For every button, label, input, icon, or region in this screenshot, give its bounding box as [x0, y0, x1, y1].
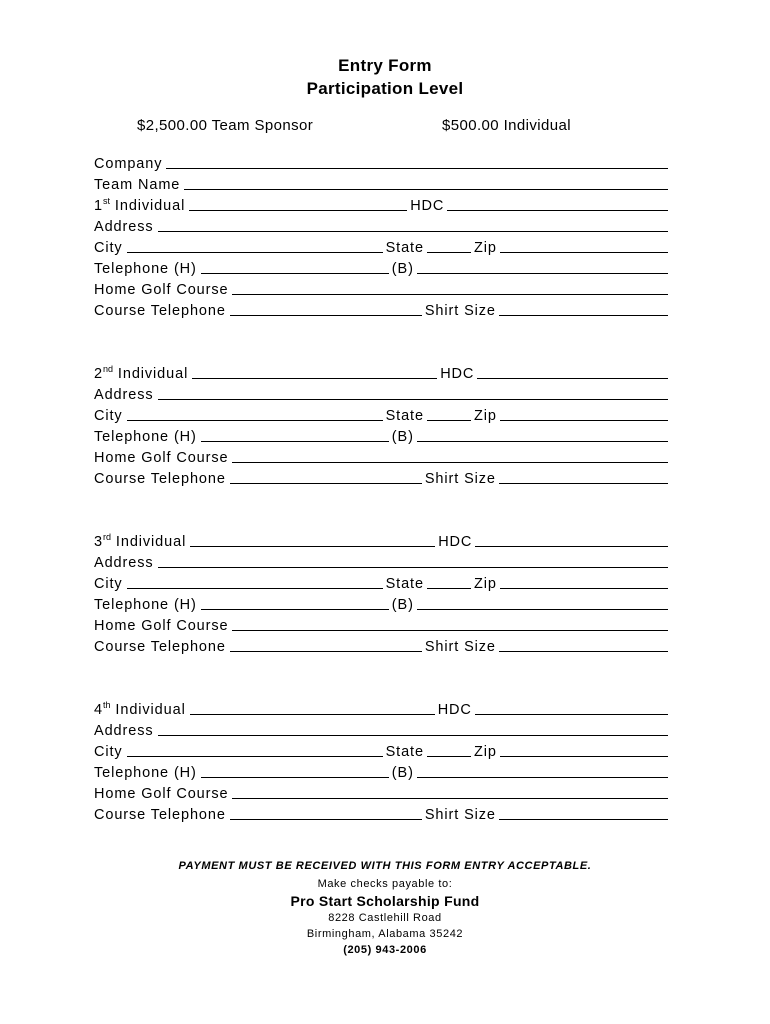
individual-row [94, 193, 668, 214]
state-field[interactable] [427, 252, 471, 253]
telephone-b-field[interactable] [417, 609, 668, 610]
address-field[interactable] [158, 399, 669, 400]
address-line-1: 8228 Castlehill Road [328, 912, 442, 924]
company-field[interactable] [166, 168, 668, 169]
city-field[interactable] [127, 756, 383, 757]
telephone-b-field[interactable] [417, 273, 668, 274]
course-telephone-row [94, 802, 668, 823]
telephone-h-field[interactable] [201, 777, 389, 778]
state-label: State [385, 408, 424, 424]
city-field[interactable] [127, 252, 383, 253]
city-row [94, 235, 668, 256]
state-field[interactable] [427, 420, 471, 421]
city-label: City [94, 240, 123, 256]
telephone-row [94, 424, 668, 445]
city-row [94, 403, 668, 424]
course-telephone-row [94, 298, 668, 319]
home-golf-course-row [94, 781, 668, 802]
company-label: Company [94, 156, 163, 172]
individual-label: 1st Individual [94, 196, 186, 214]
team-name-field[interactable] [184, 189, 668, 190]
shirt-size-field[interactable] [499, 819, 668, 820]
home-golf-course-field[interactable] [232, 630, 668, 631]
individual-label: 2nd Individual [94, 364, 189, 382]
individual-name-field[interactable] [189, 210, 407, 211]
course-telephone-label: Course Telephone [94, 471, 226, 487]
telephone-b-label: (B) [391, 597, 414, 613]
hdc-label: HDC [437, 702, 472, 718]
shirt-size-label: Shirt Size [424, 807, 496, 823]
shirt-size-field[interactable] [499, 651, 668, 652]
team-name-label: Team Name [94, 177, 181, 193]
address-row [94, 382, 668, 403]
zip-field[interactable] [500, 252, 668, 253]
team-name-row [94, 172, 668, 193]
make-checks-note: Make checks payable to: [317, 878, 453, 890]
course-telephone-field[interactable] [230, 483, 422, 484]
hdc-field[interactable] [475, 714, 668, 715]
hdc-label: HDC [438, 534, 473, 550]
course-telephone-label: Course Telephone [94, 303, 226, 319]
telephone-row [94, 592, 668, 613]
city-label: City [94, 576, 123, 592]
home-golf-course-field[interactable] [232, 798, 668, 799]
team-sponsor-level: $2,500.00 Team Sponsor [137, 117, 314, 134]
city-row [94, 571, 668, 592]
home-golf-course-label: Home Golf Course [94, 282, 229, 298]
zip-field[interactable] [500, 756, 668, 757]
address-field[interactable] [158, 567, 669, 568]
telephone-b-label: (B) [391, 429, 414, 445]
home-golf-course-field[interactable] [232, 462, 668, 463]
home-golf-course-row [94, 613, 668, 634]
company-row [94, 151, 668, 172]
address-row [94, 214, 668, 235]
course-telephone-label: Course Telephone [94, 807, 226, 823]
telephone-row [94, 256, 668, 277]
course-telephone-label: Course Telephone [94, 639, 226, 655]
state-label: State [385, 576, 424, 592]
form-subtitle: Participation Level [306, 79, 464, 98]
shirt-size-field[interactable] [499, 315, 668, 316]
state-label: State [385, 240, 424, 256]
address-line-2: Birmingham, Alabama 35242 [306, 928, 464, 940]
address-field[interactable] [158, 231, 669, 232]
zip-field[interactable] [500, 588, 668, 589]
payment-note: PAYMENT MUST BE RECEIVED WITH THIS FORM ENTRY ACCEPTABLE. [178, 860, 592, 872]
individual-level: $500.00 Individual [442, 117, 571, 134]
home-golf-course-label: Home Golf Course [94, 450, 229, 466]
telephone-h-field[interactable] [201, 609, 389, 610]
phone-number: (205) 943-2006 [343, 944, 427, 956]
shirt-size-label: Shirt Size [424, 471, 496, 487]
course-telephone-field[interactable] [230, 819, 422, 820]
telephone-b-field[interactable] [417, 777, 668, 778]
telephone-h-label: Telephone (H) [94, 597, 197, 613]
zip-label: Zip [473, 576, 497, 592]
course-telephone-field[interactable] [230, 651, 422, 652]
shirt-size-label: Shirt Size [424, 639, 496, 655]
telephone-h-label: Telephone (H) [94, 429, 197, 445]
telephone-h-label: Telephone (H) [94, 261, 197, 277]
address-label: Address [94, 387, 154, 403]
individual-section-1 [94, 151, 668, 319]
home-golf-course-row [94, 277, 668, 298]
individual-name-field[interactable] [190, 714, 435, 715]
zip-field[interactable] [500, 420, 668, 421]
address-label: Address [94, 219, 154, 235]
hdc-field[interactable] [475, 546, 668, 547]
telephone-b-label: (B) [391, 765, 414, 781]
shirt-size-label: Shirt Size [424, 303, 496, 319]
organization-name: Pro Start Scholarship Fund [290, 893, 480, 909]
individual-label: 4th Individual [94, 700, 186, 718]
home-golf-course-label: Home Golf Course [94, 786, 229, 802]
state-label: State [385, 744, 424, 760]
telephone-h-field[interactable] [201, 273, 389, 274]
individual-section-3 [94, 529, 668, 655]
city-field[interactable] [127, 420, 383, 421]
address-field[interactable] [158, 735, 669, 736]
individual-name-field[interactable] [192, 378, 437, 379]
hdc-label: HDC [440, 366, 475, 382]
course-telephone-row [94, 634, 668, 655]
home-golf-course-label: Home Golf Course [94, 618, 229, 634]
city-row [94, 739, 668, 760]
address-row [94, 718, 668, 739]
course-telephone-row [94, 466, 668, 487]
home-golf-course-row [94, 445, 668, 466]
address-row [94, 550, 668, 571]
course-telephone-field[interactable] [230, 315, 422, 316]
address-label: Address [94, 555, 154, 571]
shirt-size-field[interactable] [499, 483, 668, 484]
telephone-b-field[interactable] [417, 441, 668, 442]
telephone-row [94, 760, 668, 781]
home-golf-course-field[interactable] [232, 294, 668, 295]
individual-row [94, 697, 668, 718]
hdc-field[interactable] [447, 210, 668, 211]
hdc-label: HDC [410, 198, 445, 214]
zip-label: Zip [473, 408, 497, 424]
telephone-h-field[interactable] [201, 441, 389, 442]
individual-section-2 [94, 361, 668, 487]
individual-label: 3rd Individual [94, 532, 187, 550]
address-label: Address [94, 723, 154, 739]
city-label: City [94, 744, 123, 760]
form-title: Entry Form [338, 56, 432, 75]
individual-section-4 [94, 697, 668, 823]
city-field[interactable] [127, 588, 383, 589]
state-field[interactable] [427, 588, 471, 589]
city-label: City [94, 408, 123, 424]
individual-row [94, 529, 668, 550]
hdc-field[interactable] [477, 378, 668, 379]
zip-label: Zip [473, 240, 497, 256]
individual-name-field[interactable] [190, 546, 435, 547]
telephone-h-label: Telephone (H) [94, 765, 197, 781]
zip-label: Zip [473, 744, 497, 760]
state-field[interactable] [427, 756, 471, 757]
individual-row [94, 361, 668, 382]
telephone-b-label: (B) [391, 261, 414, 277]
